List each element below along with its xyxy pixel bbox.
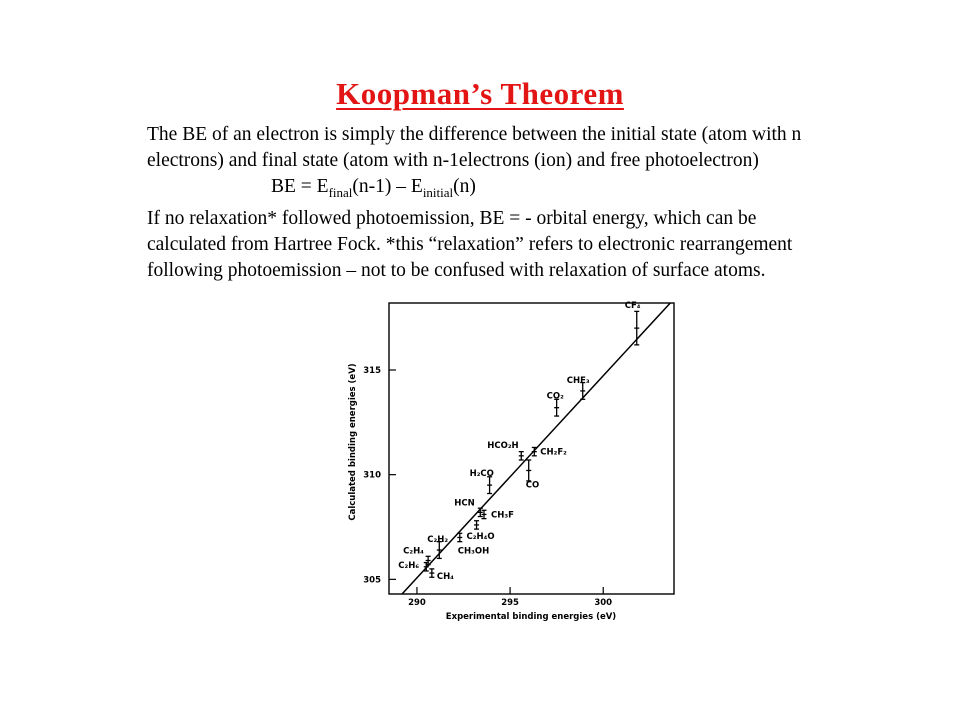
point-label-11: C₂H₂ xyxy=(427,535,449,546)
point-label-1: CHF₃ xyxy=(566,375,590,386)
x-tick-label-290: 290 xyxy=(408,598,426,608)
point-label-5: CO xyxy=(525,480,540,491)
y-tick-label-310: 310 xyxy=(363,470,381,481)
slide-body xyxy=(147,122,837,284)
be-formula xyxy=(147,174,837,206)
point-label-14: CH₄ xyxy=(436,572,454,583)
x-tick-label-295: 295 xyxy=(501,598,519,608)
point-label-0: CF₄ xyxy=(624,301,641,312)
point-label-12: C₂H₄ xyxy=(403,546,424,557)
y-tick-label-305: 305 xyxy=(363,575,381,586)
point-label-9: C₂H₄O xyxy=(466,531,495,542)
point-label-3: HCO₂H xyxy=(487,440,519,451)
formula-end: (n) xyxy=(453,176,476,197)
x-tick-label-300: 300 xyxy=(594,598,613,608)
formula-initial-subscript: initial xyxy=(422,184,454,200)
x-axis-label: Experimental binding energies (eV) xyxy=(445,612,617,622)
point-label-8: CH₃F xyxy=(491,510,514,521)
formula-be: BE = E xyxy=(271,176,329,197)
formula-final-subscript: final xyxy=(328,184,353,200)
point-label-7: HCN xyxy=(454,498,475,509)
point-label-2: CO₂ xyxy=(546,391,564,402)
slide-title: Koopman’s Theorem xyxy=(336,76,624,111)
paragraph-definition: The BE of an electron is simply the difference between the initial state (atom with n electrons) and final state (atom with n-1electrons (ion) and free photoelectron) xyxy=(147,124,802,171)
y-axis-label: Calculated binding energies (eV) xyxy=(348,363,358,521)
point-label-10: CH₃OH xyxy=(457,546,490,557)
y-tick-label-315: 315 xyxy=(363,365,381,376)
point-label-6: H₂CO xyxy=(469,469,494,480)
point-label-4: CH₂F₂ xyxy=(540,447,567,458)
slide-title-wrap xyxy=(0,76,960,112)
paragraph-relaxation: If no relaxation* followed photoemission, BE = - orbital energy, which can be calculated from Hartree Fock. *this “relaxation” refers to electronic rearrangement following photoemission – not to be confused with relaxation of surface atoms. xyxy=(147,207,793,281)
formula-mid: (n-1) – E xyxy=(352,176,423,197)
point-label-13: C₂H₆ xyxy=(398,560,420,571)
binding-energy-chart xyxy=(340,296,680,626)
plot-frame xyxy=(389,303,674,594)
